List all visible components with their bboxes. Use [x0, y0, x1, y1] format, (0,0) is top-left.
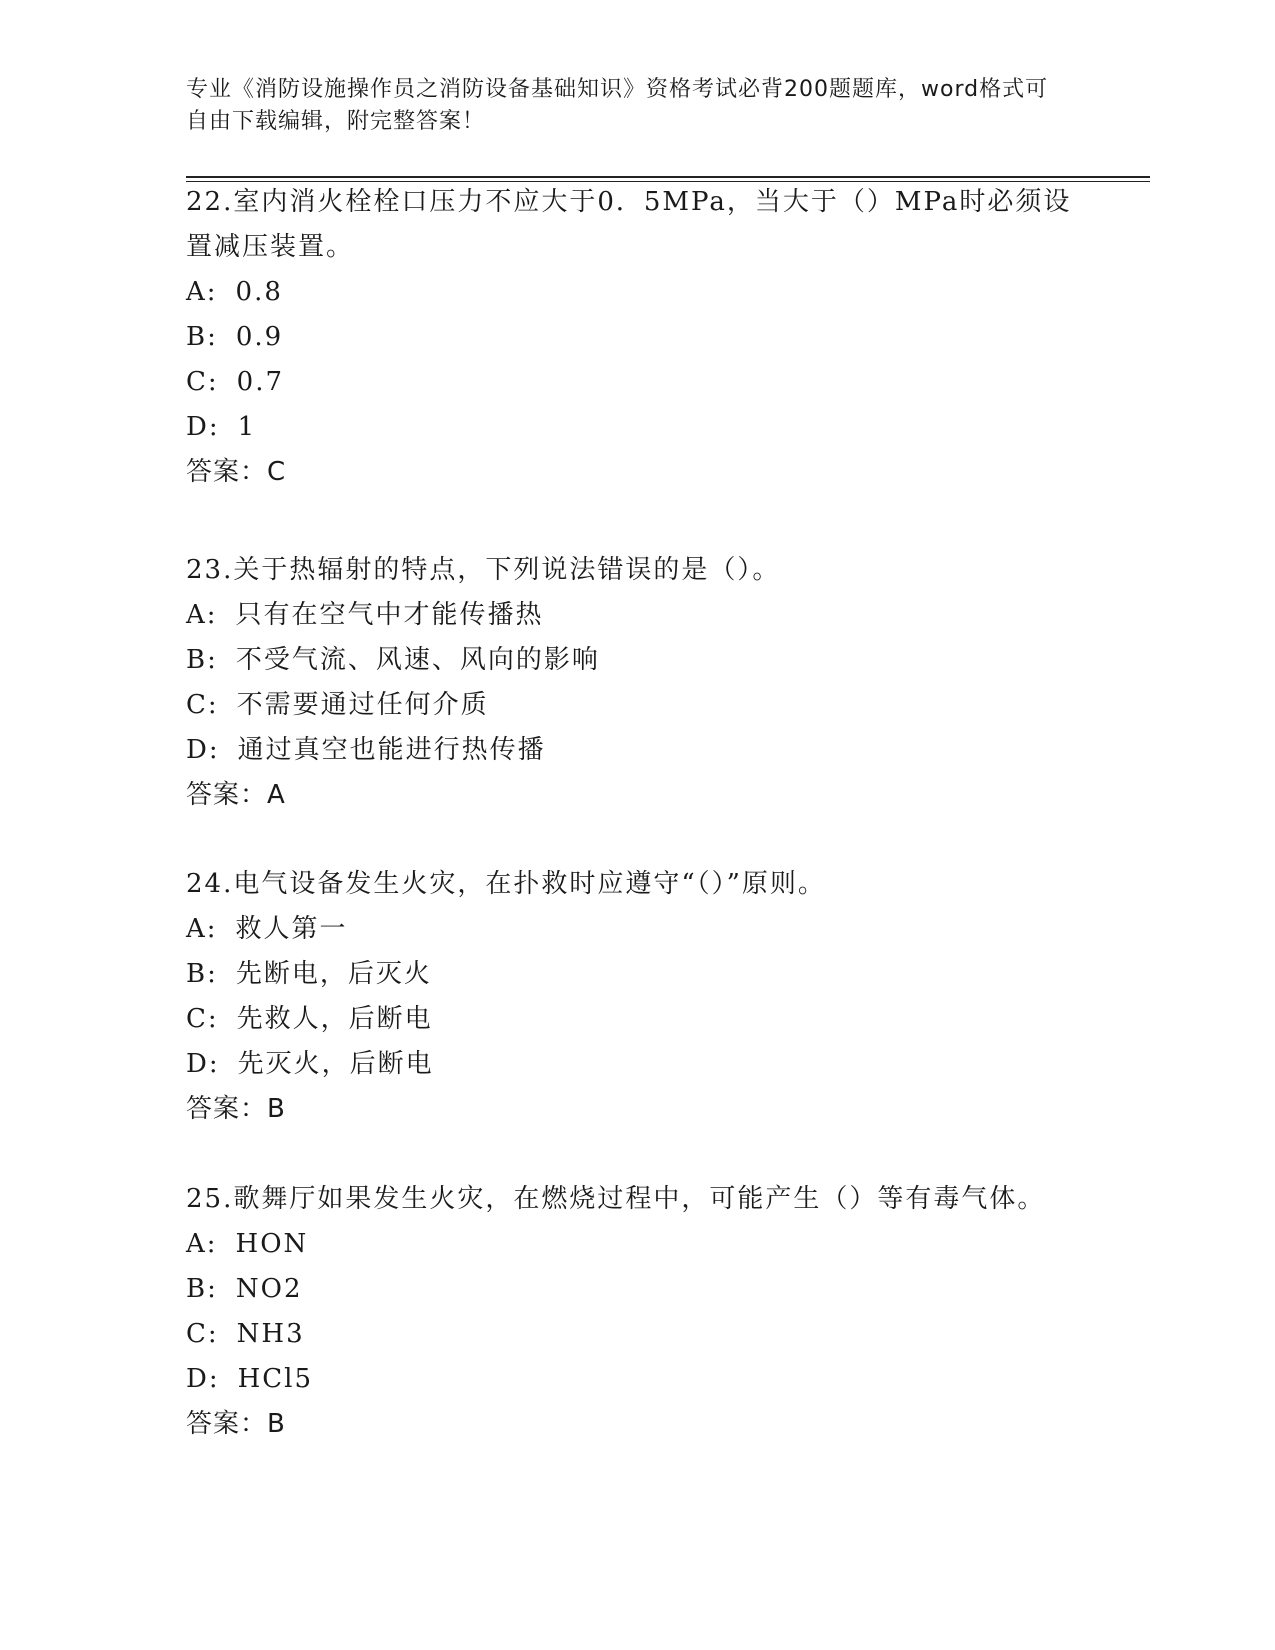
option-text: NO2	[235, 1274, 303, 1304]
option-text: 0.8	[235, 277, 283, 307]
option-a	[186, 593, 1086, 638]
option-key: D:	[186, 1364, 220, 1394]
option-text: 不需要通过任何介质	[236, 690, 489, 720]
option-text: 只有在空气中才能传播热	[235, 600, 544, 630]
question-25	[186, 1177, 1086, 1447]
option-key: D:	[186, 1049, 220, 1079]
option-text: 通过真空也能进行热传播	[237, 735, 546, 765]
option-key: C:	[186, 1004, 219, 1034]
option-text: HCl5	[237, 1364, 314, 1394]
option-key: A:	[186, 600, 218, 630]
option-key: B:	[186, 645, 218, 675]
option-b	[186, 315, 1086, 360]
question-23	[186, 548, 1086, 818]
answer-label: 答案：A	[186, 780, 286, 810]
option-text: 先灭火，后断电	[237, 1049, 434, 1079]
question-stem: 23.关于热辐射的特点，下列说法错误的是（）。	[186, 555, 781, 585]
option-text: 0.9	[235, 322, 284, 352]
option-a	[186, 907, 1086, 952]
option-key: A:	[186, 277, 218, 307]
option-key: B:	[186, 1274, 218, 1304]
option-d	[186, 1042, 1086, 1087]
question-stem: 24.电气设备发生火灾，在扑救时应遵守“（）”原则。	[186, 869, 826, 899]
option-text: NH3	[236, 1319, 305, 1349]
option-d	[186, 728, 1086, 773]
option-key: B:	[186, 959, 218, 989]
option-a	[186, 1222, 1086, 1267]
answer-label: 答案：B	[186, 1409, 286, 1439]
option-text: 0.7	[236, 367, 285, 397]
option-key: C:	[186, 1319, 219, 1349]
option-c	[186, 1312, 1086, 1357]
option-key: C:	[186, 690, 219, 720]
option-key: A:	[186, 914, 218, 944]
question-22	[186, 180, 1086, 495]
option-key: A:	[186, 1229, 218, 1259]
option-a	[186, 270, 1086, 315]
question-stem: 22.室内消火栓栓口压力不应大于0．5MPa，当大于（）MPa时必须设置减压装置。	[186, 187, 1072, 262]
option-key: B:	[186, 322, 218, 352]
question-stem: 25.歌舞厅如果发生火灾，在燃烧过程中，可能产生（）等有毒气体。	[186, 1184, 1046, 1214]
option-key: C:	[186, 367, 219, 397]
option-text: HON	[235, 1229, 309, 1259]
option-d	[186, 1357, 1086, 1402]
option-d	[186, 405, 1086, 450]
option-key: D:	[186, 735, 220, 765]
option-text: 1	[237, 412, 257, 442]
option-c	[186, 360, 1086, 405]
option-b	[186, 638, 1086, 683]
option-text: 先断电，后灭火	[235, 959, 432, 989]
option-text: 先救人，后断电	[236, 1004, 433, 1034]
option-c	[186, 683, 1086, 728]
answer-label: 答案：C	[186, 457, 287, 487]
question-24	[186, 862, 1086, 1132]
option-key: D:	[186, 412, 220, 442]
option-b	[186, 952, 1086, 997]
answer-label: 答案：B	[186, 1094, 286, 1124]
header-divider-thick	[186, 176, 1150, 178]
option-b	[186, 1267, 1086, 1312]
option-c	[186, 997, 1086, 1042]
option-text: 不受气流、风速、风向的影响	[235, 645, 600, 675]
option-text: 救人第一	[235, 914, 348, 944]
document-header: 专业《消防设施操作员之消防设备基础知识》资格考试必背200题题库，word格式可自由下载编辑，附完整答案！	[186, 77, 1049, 134]
